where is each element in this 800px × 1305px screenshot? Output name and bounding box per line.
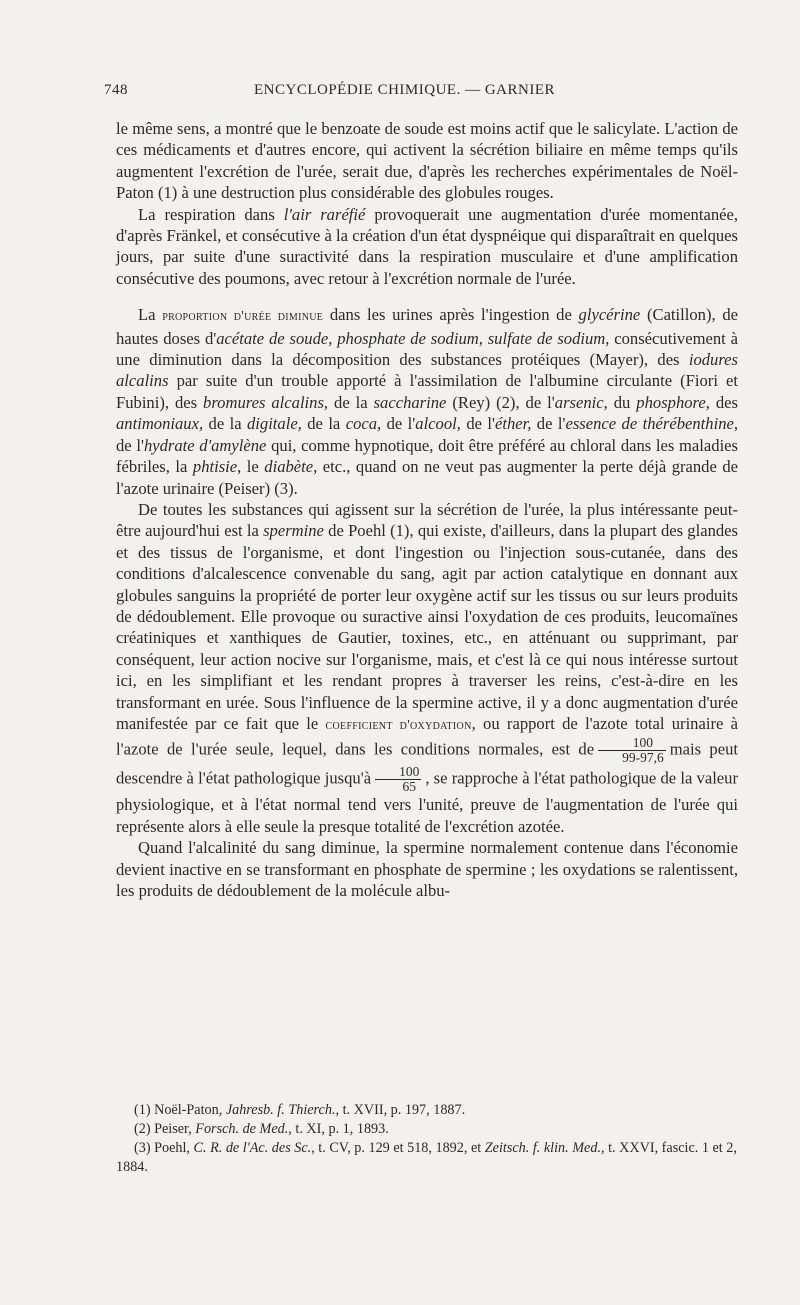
text-run: , se rapproche à l'état pathologique de la valeur physiologique, et à l'état normal tend vers l'unité, preuve de l'augmentation de l'urée qui représente alors à elle seule la presque totalité de l'excrétion azotée. <box>116 768 738 836</box>
text-run: le <box>241 457 265 477</box>
journal-title: Jahresb. f. Thierch. <box>225 1102 336 1118</box>
text-run: de l' <box>531 414 566 434</box>
text-run: dans les urines après l'ingestion de <box>323 305 579 325</box>
small-caps-heading: proportion d'urée diminue <box>162 309 324 325</box>
text-run: , t. XXVI, fascic. 1 et 2, 1884. <box>116 1140 737 1175</box>
text-run: (Rey) (2), de l' <box>446 392 555 412</box>
page-header <box>104 82 700 106</box>
footnote-2 <box>116 1120 738 1139</box>
text-run: , ou rapport de l'azote total urinaire à l'azote de l'urée seule, lequel, dans les conditions normales, est de <box>116 713 738 759</box>
italic-term: antimoniaux, <box>116 414 204 434</box>
journal-title: C. R. de l'Ac. des Sc. <box>193 1140 312 1156</box>
text-run: qui, comme hypnotique, doit être préféré au chloral dans les maladies fébriles, la <box>116 435 738 477</box>
italic-term: iodures alcalins <box>116 350 738 391</box>
text-run: des <box>709 392 738 412</box>
text-run: du <box>607 392 637 412</box>
paragraph-3 <box>116 304 738 499</box>
paragraph-1: le même sens, a montré que le benzoate de soude est moins actif que le salicylate. L'action de ces médicaments et d'autres encore, qui activent la sécrétion biliaire en même temps qu'ils augmentent l'excrétion de l'urée, serait due, d'après les recherches expérimentales de Noël-Paton (1) à une destruction plus considérable des globules rouges. <box>116 119 738 203</box>
fraction-denominator: 99-97,6 <box>622 750 664 766</box>
italic-term: arsenic, <box>554 392 608 412</box>
text-run: de la <box>328 392 374 412</box>
journal-title: Zeitsch. f. klin. Med. <box>484 1140 601 1156</box>
text-run: (Catillon), de hautes doses d' <box>116 305 738 348</box>
text-run: de Poehl (1), qui existe, d'ailleurs, dans la plupart des glandes et des tissus de l'organisme, et dont l'ingestion ou l'injection sous-cutanée, dans des conditions d'alcalescence convenable du sang, agit par action catalytique en donnant aux globules sanguins la propriété de porter leur oxygène actif sur les tissus ou sur leurs produits de dédoublement. Elle provoque ou suractive ainsi l'oxydation de ces produits, leucomaïnes créatiniques et xanthiques de Gautier, toxines, etc., en atténuant ou supprimant, par conséquent, leur action nocive sur l'organisme, mais, et c'est là ce qui nous intéresse surtout ici, en les simplifiant et les rendant propres à traverser les reins, c'est-à-dire en les transformant en urée. Sous l'influence de la spermine active, il y a donc augmentation d'urée manifestée par ce fait que le <box>116 521 738 733</box>
text-run: etc., quand on ne veut pas augmenter la perte déjà grande de l'azote urinaire (Peiser) (3). <box>116 457 739 498</box>
italic-term: acétate de soude, phosphate de sodium, sulfate de sodium, <box>216 328 610 348</box>
italic-term: éther, <box>494 414 532 434</box>
italic-term: alcool, <box>415 414 461 434</box>
text-run: La respiration dans <box>138 204 284 224</box>
text-run: de la <box>301 414 346 434</box>
italic-term: coca, <box>345 414 382 434</box>
text-run: , t. XI, p. 1, 1893. <box>288 1121 389 1137</box>
text-run: consécutivement à une diminution dans la décomposition des substances protéiques (Mayer), des <box>116 328 738 370</box>
fraction-numerator: 100 <box>375 765 421 780</box>
text-run: de l' <box>460 414 495 434</box>
italic-term: hydrate d'amylène <box>143 435 267 455</box>
paragraph-4 <box>116 499 738 837</box>
fraction-normal <box>598 736 666 765</box>
italic-term: phosphore, <box>636 392 710 412</box>
italic-term: glycérine <box>578 305 641 325</box>
text-run: provoquerait une augmentation d'urée momentanée, d'après Fränkel, et consécutive à la création d'un état dyspnéique qui disparaîtrait en quelques jours, par suite d'une suractivité dans la respiration musculaire et d'une amplification consécutive des poumons, avec retour à l'excrétion normale de l'urée. <box>116 204 739 288</box>
italic-term: digitale, <box>246 414 302 434</box>
italic-term: spermine <box>263 521 324 541</box>
text-run: De toutes les substances qui agissent sur la sécrétion de l'urée, la plus intéressante peut-être aujourd'hui est la <box>116 499 738 541</box>
italic-term: saccharine <box>373 392 447 412</box>
text-run: de l' <box>381 414 416 434</box>
italic-term: bromures alcalins, <box>203 392 329 412</box>
fraction-numerator: 100 <box>598 736 666 751</box>
footnote-3 <box>116 1139 738 1177</box>
footnotes <box>116 1101 738 1177</box>
text-run: (3) Poehl, <box>134 1140 194 1156</box>
text-run: mais peut descendre à l'état pathologique jusqu'à <box>116 739 738 788</box>
text-run: de la <box>203 414 247 434</box>
italic-term: l'air raréfié <box>283 204 366 224</box>
text-run: (1) Noël-Paton, <box>134 1102 226 1118</box>
italic-term: diabète, <box>264 457 318 477</box>
paragraph-2 <box>116 204 738 290</box>
fraction-denominator: 65 <box>402 779 416 795</box>
italic-term: phtisie, <box>192 457 242 477</box>
text-run: , t. XVII, p. 197, 1887. <box>335 1102 466 1118</box>
small-caps-term: coefficient d'oxydation <box>325 717 472 733</box>
text-run: (2) Peiser, <box>134 1121 196 1137</box>
running-title: ENCYCLOPÉDIE CHIMIQUE. — GARNIER <box>254 82 555 98</box>
journal-title: Forsch. de Med. <box>195 1121 289 1137</box>
text-run: de l' <box>116 435 144 455</box>
text-run: par suite d'un trouble apporté à l'assimilation de l'albumine circulante (Fiori et Fubini), des <box>116 371 738 412</box>
text-run: La <box>138 305 163 325</box>
text-run: , t. CV, p. 129 et 518, 1892, et <box>311 1140 485 1156</box>
body-text <box>116 118 738 901</box>
paragraph-5: Quand l'alcalinité du sang diminue, la spermine normalement contenue dans l'économie devient inactive en se transformant en phosphate de spermine ; les oxydations se ralentissent, les produits de dédoublement de la molécule albu- <box>116 838 738 900</box>
italic-term: essence de thérébenthine, <box>565 414 738 434</box>
footnote-1 <box>116 1101 738 1120</box>
fraction-pathologic <box>375 765 421 794</box>
page-number: 748 <box>104 82 128 98</box>
